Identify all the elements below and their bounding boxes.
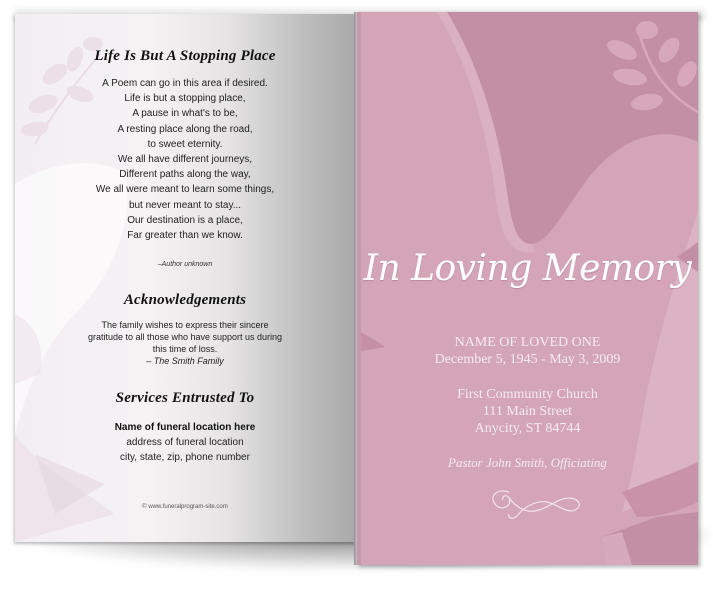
- poem-line: Far greater than we know.: [127, 230, 243, 242]
- copyright-text: © www.funeralprogram-site.com: [142, 504, 228, 510]
- front-cover-page: [357, 12, 698, 565]
- services-title: Services Entrusted To: [115, 390, 255, 406]
- poem-line: We all have different journeys,: [117, 154, 253, 166]
- service-location: [357, 386, 698, 437]
- officiant: Pastor John Smith, Officiating: [448, 455, 607, 470]
- poem-line: to sweet eternity.: [147, 138, 223, 150]
- deceased-name: NAME OF LOVED ONE: [454, 335, 601, 350]
- poem-line: Life is but a stopping place,: [124, 93, 246, 105]
- ack-signature: – The Smith Family: [146, 356, 224, 366]
- inside-back-page: [15, 14, 356, 542]
- poem-line: We all were meant to learn some things,: [95, 184, 275, 196]
- acknowledgements-title: Acknowledgements: [123, 292, 247, 308]
- funeral-location-city: city, state, zip, phone number: [120, 452, 250, 463]
- church-street: 111 Main Street: [482, 404, 573, 419]
- ack-line: this time of loss.: [152, 344, 218, 354]
- deceased-info: [357, 334, 698, 368]
- ack-line: gratitude to all those who have support us during: [87, 332, 283, 342]
- poem-line: but never meant to stay...: [128, 199, 242, 211]
- acknowledgements-text: [49, 319, 321, 367]
- church-city: Anycity, ST 84744: [474, 421, 581, 436]
- flourish-ornament-icon: [487, 484, 587, 524]
- poem-text: [55, 76, 315, 243]
- poem-line: A resting place along the road,: [117, 123, 253, 135]
- poem-title: Life Is But A Stopping Place: [94, 48, 276, 64]
- services-text: [55, 420, 315, 465]
- poem-line: Different paths along the way,: [119, 169, 251, 181]
- cover-title: In Loving Memory: [363, 248, 692, 289]
- life-dates: December 5, 1945 - May 3, 2009: [434, 352, 621, 367]
- ack-line: The family wishes to express their sincere: [101, 320, 269, 330]
- poem-author: –Author unknown: [157, 261, 213, 268]
- poem-line: A pause in what's to be,: [132, 108, 238, 120]
- funeral-location-address: address of funeral location: [126, 437, 244, 448]
- poem-line: A Poem can go in this area if desired.: [102, 78, 268, 89]
- poem-line: Our destination is a place,: [127, 214, 243, 226]
- funeral-location-name: Name of funeral location here: [114, 422, 256, 433]
- church-name: First Community Church: [457, 387, 598, 402]
